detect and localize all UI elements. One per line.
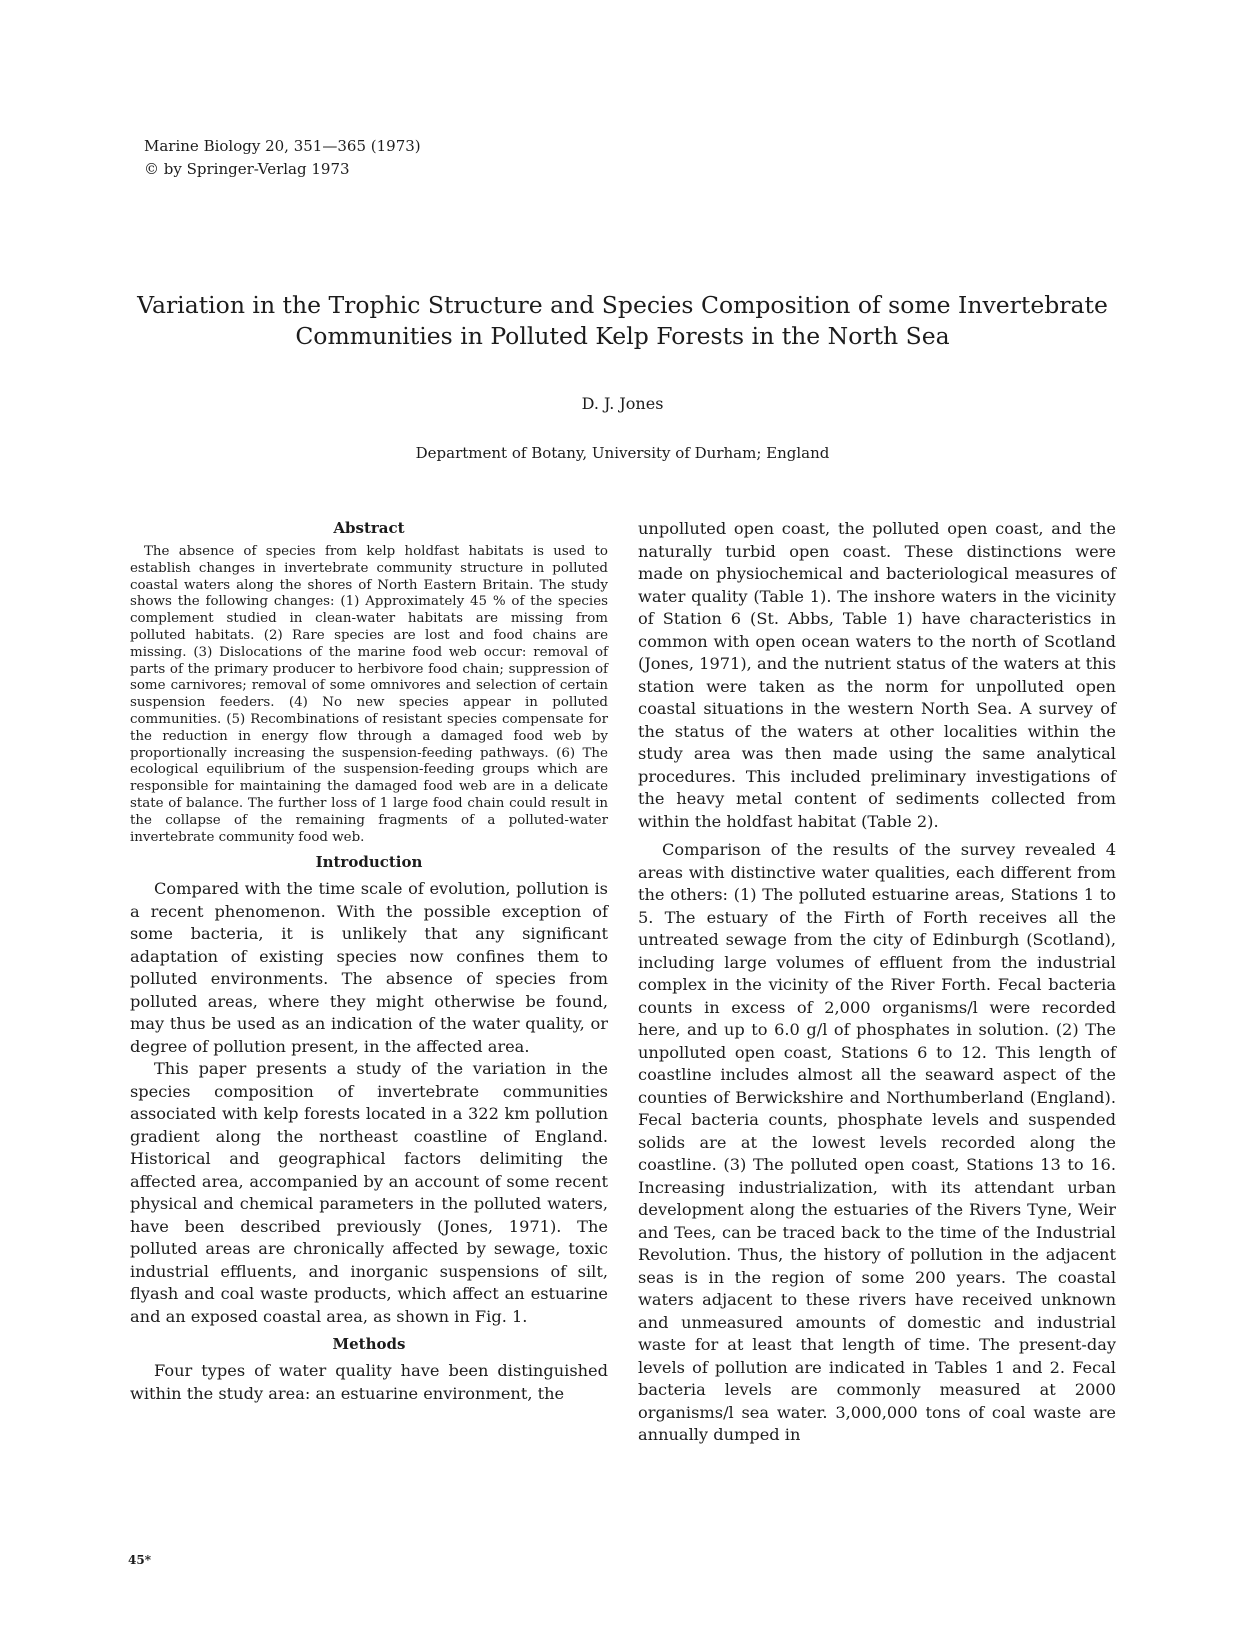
journal-citation: Marine Biology 20, 351—365 (1973) [144, 137, 421, 155]
introduction-heading: Introduction [315, 853, 423, 872]
abstract-heading: Abstract [333, 519, 405, 537]
methods-paragraph-1-continued: unpolluted open coast, the polluted open coast, and the naturally turbid open coast. These distinctions were made on physiochemical and bacteriological measures of water quality (Table 1). The inshore waters in the vicinity of Station 6 (St. Abbs, Table 1) have characteristics in common with open ocean waters to the north of Scotland (Jones, 1971), and the nutrient status of the waters at this station were taken as the norm for unpolluted open coastal situations in the western North Sea. A survey of the status of the waters at other localities within the study area was then made using the same analytical procedures. This included preliminary investigations of the heavy metal content of sediments collected from within the holdfast habitat (Table 2). [638, 519, 1117, 831]
page-signature-mark: 45* [128, 1553, 151, 1567]
left-column [130, 518, 608, 1405]
author-affiliation: Department of Botany, University of Durham; England [415, 444, 830, 462]
copyright-line: © by Springer-Verlag 1973 [144, 160, 350, 178]
author-name: D. J. Jones [581, 394, 664, 413]
abstract-text: The absence of species from kelp holdfast habitats is used to establish changes in invertebrate community structure in polluted coastal waters along the shores of North Eastern Britain. The study shows the following changes: (1) Approximately 45 % of the species complement studied in clean-water habitats are missing from polluted habitats. (2) Rare species are lost and food chains are missing. (3) Dislocations of the marine food web occur: removal of parts of the primary producer to herbivore food chain; suppression of some carnivores; removal of some omnivores and selection of certain suspension feeders. (4) No new species appear in polluted communities. (5) Recombinations of resistant species compensate for the reduction in energy flow through a damaged food web by proportionally increasing the suspension-feeding pathways. (6) The ecological equilibrium of the suspension-feeding groups which are responsible for maintaining the damaged food web are in a delicate state of balance. The further loss of 1 large food chain could result in the collapse of the remaining fragments of a polluted-water invertebrate community food web. [130, 544, 608, 845]
methods-heading: Methods [332, 1335, 406, 1354]
title-line-2: Communities in Polluted Kelp Forests in the North Sea [295, 322, 950, 350]
methods-paragraph-2: Comparison of the results of the survey revealed 4 areas with distinctive water qualities, each different from the others: (1) The polluted estuarine areas, Stations 1 to 5. The estuary of the Firth of Forth receives all the untreated sewage from the city of Edinburgh (Scotland), including large volumes of effluent from the industrial complex in the vicinity of the River Forth. Fecal bacteria counts in excess of 2,000 organisms/l were recorded here, and up to 6.0 g/l of phosphates in solution. (2) The unpolluted open coast, Stations 6 to 12. This length of coastline includes almost all the seaward aspect of the counties of Berwickshire and Northumberland (England). Fecal bacteria counts, phosphate levels and suspended solids are at the lowest levels recorded along the coastline. (3) The polluted open coast, Stations 13 to 16. Increasing industrialization, with its attendant urban development along the estuaries of the Rivers Tyne, Weir and Tees, can be traced back to the time of the Industrial Revolution. Thus, the history of pollution in the adjacent seas is in the region of some 200 years. The coastal waters adjacent to these rivers have received unknown and unmeasured amounts of domestic and industrial waste for at least that length of time. The present-day levels of pollution are indicated in Tables 1 and 2. Fecal bacteria levels are commonly measured at 2000 organisms/l sea water. 3,000,000 tons of coal waste are annually dumped in [638, 840, 1116, 1444]
introduction-paragraph-1: Compared with the time scale of evolution, pollution is a recent phenomenon. With the possible exception of some bacteria, it is unlikely that any significant adaptation of existing species now confines them to polluted environments. The absence of species from polluted areas, where they might otherwise be found, may thus be used as an indication of the water quality, or degree of pollution present, in the affected area. [130, 879, 608, 1056]
paper-title [100, 290, 1145, 352]
right-column [638, 518, 1116, 1447]
title-line-1: Variation in the Trophic Structure and Species Composition of some Invertebrate [137, 291, 1108, 319]
methods-paragraph-1-start: Four types of water quality have been distinguished within the study area: an estuarine environment, the [130, 1361, 608, 1403]
introduction-paragraph-2: This paper presents a study of the variation in the species composition of invertebrate communities associated with kelp forests located in a 322 km pollution gradient along the northeast coastline of England. Historical and geographical factors delimiting the affected area, accompanied by an account of some recent physical and chemical parameters in the polluted waters, have been described previously (Jones, 1971). The polluted areas are chronically affected by sewage, toxic industrial effluents, and inorganic suspensions of silt, flyash and coal waste products, which affect an estuarine and an exposed coastal area, as shown in Fig. 1. [130, 1059, 608, 1326]
